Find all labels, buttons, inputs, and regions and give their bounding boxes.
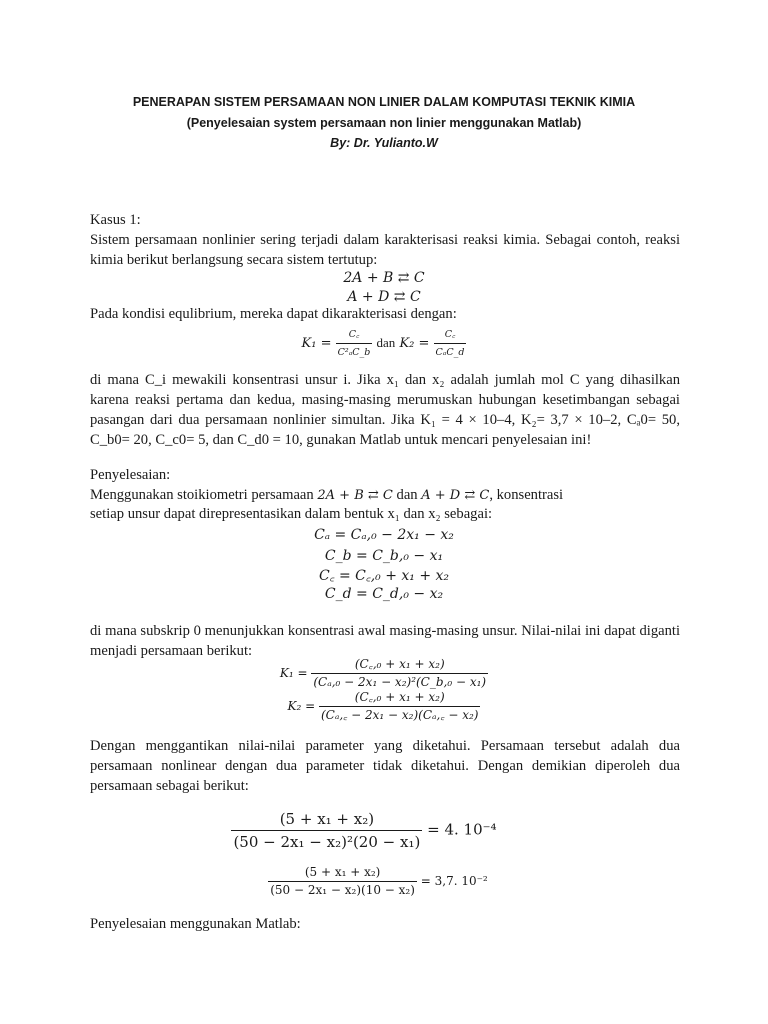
final-equation-2 bbox=[0, 864, 762, 899]
k2-equation bbox=[0, 689, 768, 724]
solution-intro-line2: setiap unsur dapat direpresentasikan dalam bentuk x₁ dan x₂ sebagai: bbox=[90, 506, 493, 522]
equilibrium-constants bbox=[0, 326, 768, 361]
k1-eq-label: K₁ = bbox=[279, 666, 308, 680]
document-subtitle: (Penyelesaian system persamaan non linier menggunakan Matlab) bbox=[186, 116, 582, 130]
case-intro: Sistem persamaan nonlinier sering terjadi dalam karakterisasi reaksi kimia. Sebagai contoh, reaksi kimia berikut berlangsung secara sistem tertutup: bbox=[90, 232, 680, 268]
equilibrium-intro: Pada kondisi equlibrium, mereka dapat dikarakterisasi dengan: bbox=[90, 306, 457, 322]
eq1-rhs: = 4. 10⁻⁴ bbox=[427, 820, 497, 839]
eq2-numerator: (5 + x₁ + x₂) bbox=[268, 864, 417, 882]
eq1-fraction bbox=[231, 808, 422, 853]
document-title: PENERAPAN SISTEM PERSAMAAN NON LINIER DALAM KOMPUTASI TEKNIK KIMIA bbox=[132, 95, 636, 109]
k-separator: dan bbox=[376, 335, 396, 350]
k2-eq-denominator: (Cₐ,꜀ − 2x₁ − x₂)(Cₐ,꜀ − x₂) bbox=[321, 708, 479, 722]
solution-reaction-2: A + D ⇄ C bbox=[421, 488, 490, 503]
substitution-text: Dengan menggantikan nilai-nilai parameter yang diketahui. Persamaan tersebut adalah dua persamaan nonlinear dengan dua parameter tidak diketahui. Dengan demikian diperoleh dua persamaan sebagai berikut: bbox=[90, 738, 680, 794]
k1-fraction bbox=[336, 326, 373, 361]
k2-label: K₂ = bbox=[399, 336, 430, 351]
case-heading: Kasus 1: bbox=[90, 212, 141, 228]
solution-heading: Penyelesaian: bbox=[90, 467, 171, 483]
k2-eq-label: K₂ = bbox=[287, 699, 316, 713]
problem-description: di mana C_i mewakili konsentrasi unsur i. Jika x₁ dan x₂ adalah jumlah mol C yang dihasilkan karena reaksi pertama dan kedua, masing-masing merumuskan hubungan kesetimbangan sebagai pasangan dari dua persamaan nonlinier simultan. Jika K₁ = 4 × 10–4, K₂= 3,7 × 10–2, Cₐ0= 50, C_b0= 20, C_c0= 5, dan C_d0 = 10, gunakan Matlab untuk mencari penyelesaian ini! bbox=[90, 372, 680, 448]
k2-denominator: CₐC_d bbox=[435, 347, 465, 358]
k1-label: K₁ = bbox=[301, 336, 332, 351]
concentration-b: C_b = C_b,₀ − x₁ bbox=[324, 548, 444, 564]
eq1-denominator: (50 − 2x₁ − x₂)²(20 − x₁) bbox=[233, 833, 421, 851]
k2-fraction bbox=[434, 326, 467, 361]
k2-eq-fraction bbox=[319, 689, 480, 724]
subscript-note: di mana subskrip 0 menunjukkan konsentrasi awal masing-masing unsur. Nilai-nilai ini dapat diganti menjadi persamaan berikut: bbox=[90, 623, 680, 659]
k1-equation bbox=[0, 656, 768, 691]
concentration-a: Cₐ = Cₐ,₀ − 2x₁ − x₂ bbox=[314, 527, 454, 543]
concentration-c: C꜀ = C꜀,₀ + x₁ + x₂ bbox=[318, 568, 450, 584]
eq1-numerator: (5 + x₁ + x₂) bbox=[231, 808, 422, 831]
solution-intro-a: Menggunakan stoikiometri persamaan bbox=[90, 487, 314, 503]
eq2-denominator: (50 − 2x₁ − x₂)(10 − x₂) bbox=[270, 883, 415, 897]
k1-numerator: C꜀ bbox=[336, 326, 373, 344]
concentration-d: C_d = C_d,₀ − x₂ bbox=[324, 586, 444, 602]
solution-intro bbox=[90, 485, 680, 506]
k2-numerator: C꜀ bbox=[434, 326, 467, 344]
solution-intro-b: , konsentrasi bbox=[489, 487, 564, 503]
k1-denominator: C²ₐC_b bbox=[337, 347, 371, 358]
solution-reaction-1: 2A + B ⇄ C bbox=[317, 488, 393, 503]
k1-eq-fraction bbox=[311, 656, 488, 691]
reaction-2: A + D ⇄ C bbox=[347, 289, 421, 305]
eq2-fraction bbox=[268, 864, 417, 899]
matlab-heading: Penyelesaian menggunakan Matlab: bbox=[90, 916, 301, 932]
solution-dan: dan bbox=[396, 487, 418, 503]
eq2-rhs: = 3,7. 10⁻² bbox=[420, 874, 488, 888]
document-author: By: Dr. Yulianto.W bbox=[330, 136, 438, 150]
reaction-1: 2A + B ⇄ C bbox=[343, 270, 425, 286]
k2-eq-numerator: (C꜀,₀ + x₁ + x₂) bbox=[319, 689, 480, 707]
k1-eq-numerator: (C꜀,₀ + x₁ + x₂) bbox=[311, 656, 488, 674]
k1-eq-denominator: (Cₐ,₀ − 2x₁ − x₂)²(C_b,₀ − x₁) bbox=[313, 675, 487, 689]
final-equation-1 bbox=[0, 808, 748, 853]
